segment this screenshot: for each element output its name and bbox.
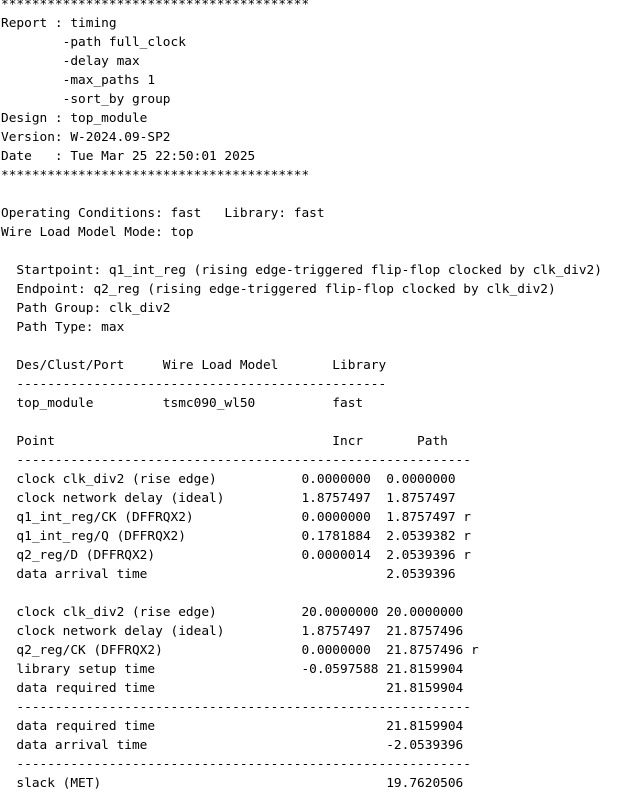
report-line: clock network delay (ideal) 1.8757497 21.8757496 xyxy=(1,624,464,639)
separator-stars: **************************************** xyxy=(1,0,310,12)
report-line: top_module tsmc090_wl50 fast xyxy=(1,396,364,411)
blank-line xyxy=(1,337,628,356)
report-line: Version: W-2024.09-SP2 xyxy=(1,130,171,145)
blank-line xyxy=(1,413,628,432)
report-line: Des/Clust/Port Wire Load Model Library xyxy=(1,358,387,373)
report-line: q2_reg/CK (DFFRQX2) 0.0000000 21.8757496 r xyxy=(1,643,479,658)
separator-dashes: ------------------------------------------------ xyxy=(1,377,387,392)
blank-line xyxy=(1,242,628,261)
report-line: Endpoint: q2_reg (rising edge-triggered flip-flop clocked by clk_div2) xyxy=(1,282,556,297)
report-line: Path Type: max xyxy=(1,320,125,335)
report-line: -path full_clock xyxy=(1,35,186,50)
report-line: -delay max xyxy=(1,54,140,69)
report-line: data arrival time 2.0539396 xyxy=(1,567,456,582)
report-line: Path Group: clk_div2 xyxy=(1,301,171,316)
separator-dashes: ----------------------------------------------------------- xyxy=(1,453,471,468)
report-line: Startpoint: q1_int_reg (rising edge-triggered flip-flop clocked by clk_div2) xyxy=(1,263,602,278)
report-line: Date : Tue Mar 25 22:50:01 2025 xyxy=(1,149,256,164)
report-line: q2_reg/D (DFFRQX2) 0.0000014 2.0539396 r xyxy=(1,548,471,563)
separator-stars: **************************************** xyxy=(1,168,310,183)
report-line: clock clk_div2 (rise edge) 0.0000000 0.0000000 xyxy=(1,472,456,487)
report-line: data required time 21.8159904 xyxy=(1,719,464,734)
report-line: data arrival time -2.0539396 xyxy=(1,738,464,753)
report-line: -sort_by group xyxy=(1,92,171,107)
report-line: q1_int_reg/CK (DFFRQX2) 0.0000000 1.8757497 r xyxy=(1,510,471,525)
report-line: clock clk_div2 (rise edge) 20.0000000 20.0000000 xyxy=(1,605,464,620)
blank-line xyxy=(1,185,628,204)
report-line: data required time 21.8159904 xyxy=(1,681,464,696)
report-line: Wire Load Model Mode: top xyxy=(1,225,194,240)
report-line: q1_int_reg/Q (DFFRQX2) 0.1781884 2.0539382 r xyxy=(1,529,471,544)
report-line: Point Incr Path xyxy=(1,434,448,449)
report-line: slack (MET) 19.7620506 xyxy=(1,776,464,791)
separator-dashes: ----------------------------------------------------------- xyxy=(1,757,471,772)
report-line: clock network delay (ideal) 1.8757497 1.8757497 xyxy=(1,491,456,506)
report-line: Design : top_module xyxy=(1,111,148,126)
report-line: Report : timing xyxy=(1,16,117,31)
report-line: Operating Conditions: fast Library: fast xyxy=(1,206,325,221)
report-line: library setup time -0.0597588 21.8159904 xyxy=(1,662,464,677)
blank-line xyxy=(1,584,628,603)
timing-report xyxy=(1,0,628,793)
report-line: -max_paths 1 xyxy=(1,73,156,88)
separator-dashes: ----------------------------------------------------------- xyxy=(1,700,471,715)
